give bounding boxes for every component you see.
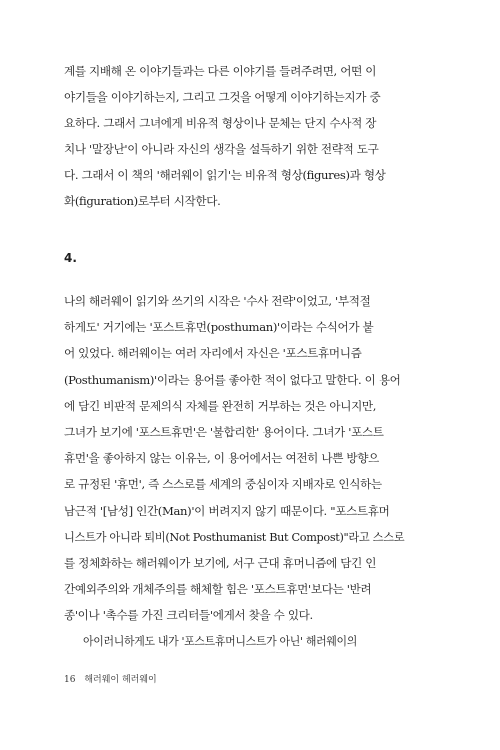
paragraph-2-line: (Posthumanism)'이라는 용어를 좋아한 적이 없다고 말한다. 이 용어 <box>64 372 401 387</box>
paragraph-2-line: 휴먼'을 좋아하지 않는 이유는, 이 용어에서는 여전히 나쁜 방향으 <box>64 451 379 466</box>
page-number: 16 <box>64 675 76 685</box>
section-heading: 4. <box>64 251 77 265</box>
paragraph-2-line: 간예외주의와 개체주의를 해체할 힘은 '포스트휴먼'보다는 '반려 <box>64 582 372 597</box>
paragraph-2-line: 어 있었다. 해러웨이는 여러 자리에서 자신은 '포스트휴머니즘 <box>64 346 362 361</box>
paragraph-2-line: 그녀가 보기에 '포스트휴먼'은 '불합리한' 용어이다. 그녀가 '포스트 <box>64 425 384 439</box>
paragraph-2-line: 니스트가 아니라 퇴비(Not Posthumanist But Compost)"라고 스스로 <box>64 529 405 544</box>
paragraph-1-line: 계를 지배해 온 이야기들과는 다른 이야기를 들려주려면, 어떤 이 <box>64 64 377 78</box>
paragraph-2-line: 남근적 '[남성] 인간(Man)'이 버려지지 않기 때문이다. "포스트휴머 <box>64 503 390 518</box>
paragraph-1-line: 요하다. 그래서 그녀에게 비유적 형상이나 문체는 단지 수사적 장 <box>64 116 377 130</box>
paragraph-1-line: 화(figuration)로부터 시작한다. <box>64 194 221 208</box>
paragraph-1-line: 치나 '말장난'이 아니라 자신의 생각을 설득하기 위한 전략적 도구 <box>64 142 379 156</box>
paragraph-2-line: 로 규정된 '휴먼', 즉 스스로를 세계의 중심이자 지배자로 인식하는 <box>64 477 382 492</box>
paragraph-2-line: 에 담긴 비판적 문제의식 자체를 완전히 거부하는 것은 아니지만, <box>64 398 377 413</box>
paragraph-2-line: 종'이나 '촉수를 가진 크리터들'에게서 찾을 수 있다. <box>64 608 313 623</box>
paragraph-1-line: 다. 그래서 이 책의 '해러웨이 읽기'는 비유적 형상(figures)과 형상 <box>64 168 386 182</box>
paragraph-2-line: 하게도' 거기에는 '포스트휴먼(posthuman)'이라는 수식어가 붙 <box>64 320 374 335</box>
page-footer <box>64 674 157 686</box>
paragraph-2-line: 를 정체화하는 해러웨이가 보기에, 서구 근대 휴머니즘에 담긴 인 <box>64 556 377 570</box>
paragraph-2-line: 나의 해러웨이 읽기와 쓰기의 시작은 '수사 전략'이었고, '부적절 <box>64 294 371 308</box>
paragraph-1-line: 야기들을 이야기하는지, 그리고 그것을 어떻게 이야기하는지가 중 <box>64 90 381 104</box>
paragraph-3-line: 아이러니하게도 내가 '포스트휴머니스트가 아닌' 해러웨이의 <box>83 634 358 648</box>
running-title: 해러웨이 헤러웨이 <box>84 675 157 685</box>
